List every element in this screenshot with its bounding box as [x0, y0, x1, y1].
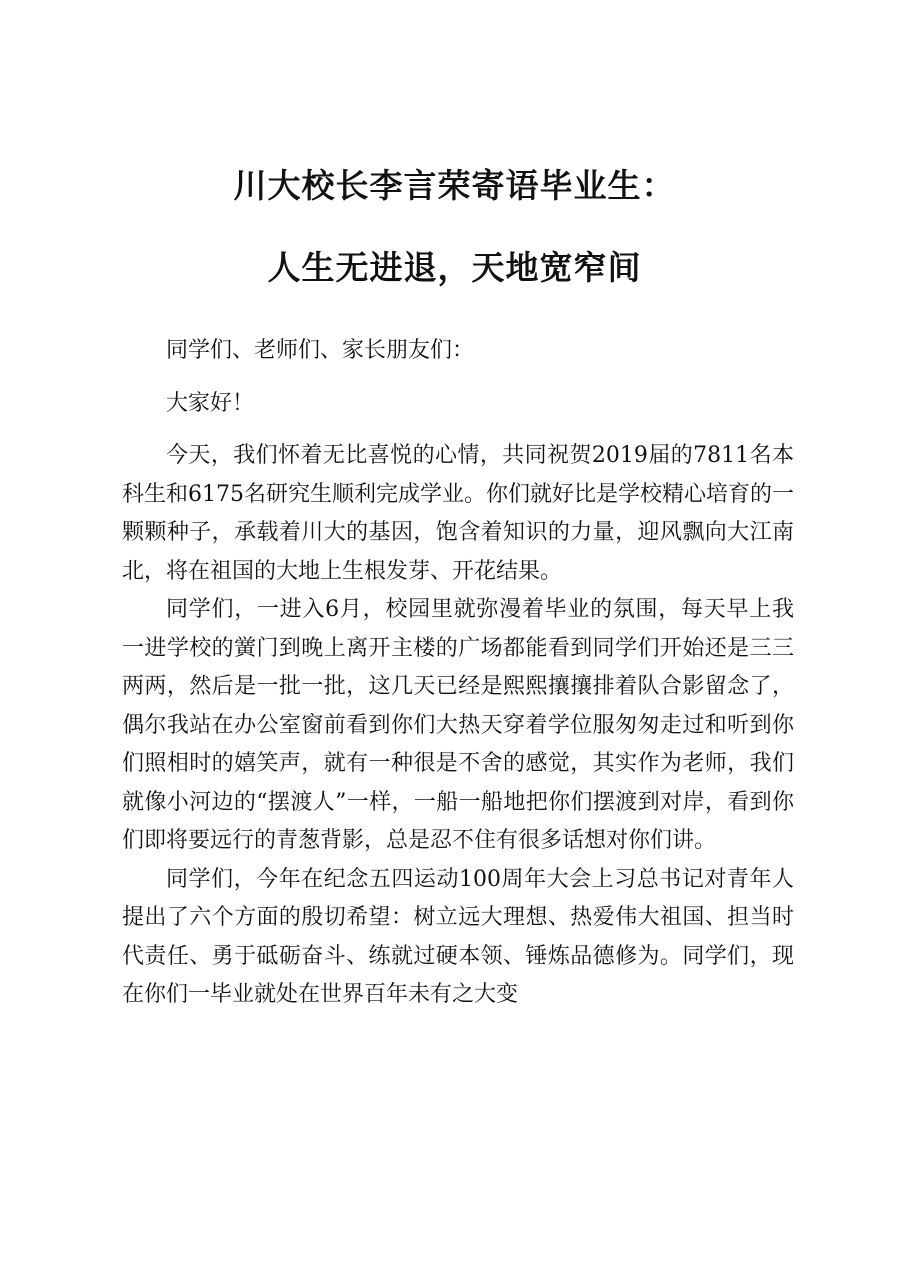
body-paragraph-1: 今天，我们怀着无比喜悦的心情，共同祝贺2019届的7811名本科生和6175名研究生顺利完成学业。你们就好比是学校精心培育的一颗颗种子，承载着川大的基因，饱含着知识的力量，迎风飘向大江南北，将在祖国的大地上生根发芽、开花结果。 [122, 443, 794, 584]
greeting: 大家好！ [166, 390, 255, 416]
document-title-line1: 川大校长李言荣寄语毕业生： [233, 166, 676, 205]
document-title-line2: 人生无进退，天地宽窄间 [267, 248, 642, 287]
body-paragraph-3: 同学们，今年在纪念五四运动100周年大会上习总书记对青年人提出了六个方面的殷切希望：树立远大理想、热爱伟大祖国、担当时代责任、勇于砥砺奋斗、练就过硬本领、锤炼品德修为。同学们，现在你们一毕业就处在世界百年未有之大变 [122, 866, 794, 1007]
salutation: 同学们、老师们、家长朋友们： [166, 338, 475, 363]
body-paragraph-2: 同学们，一进入6月，校园里就弥漫着毕业的氛围，每天早上我一进学校的黉门到晚上离开主楼的广场都能看到同学们开始还是三三两两，然后是一批一批，这几天已经是熙熙攘攘排着队合影留念了，偶尔我站在办公室窗前看到你们大热天穿着学位服匆匆走过和听到你们照相时的嬉笑声，就有一种很是不舍的感觉，其实作为老师，我们就像小河边的“摆渡人”一样，一船一船地把你们摆渡到对岸，看到你们即将要远行的青葱背影，总是忍不住有很多话想对你们讲。 [122, 597, 794, 853]
document-body [122, 332, 794, 1015]
